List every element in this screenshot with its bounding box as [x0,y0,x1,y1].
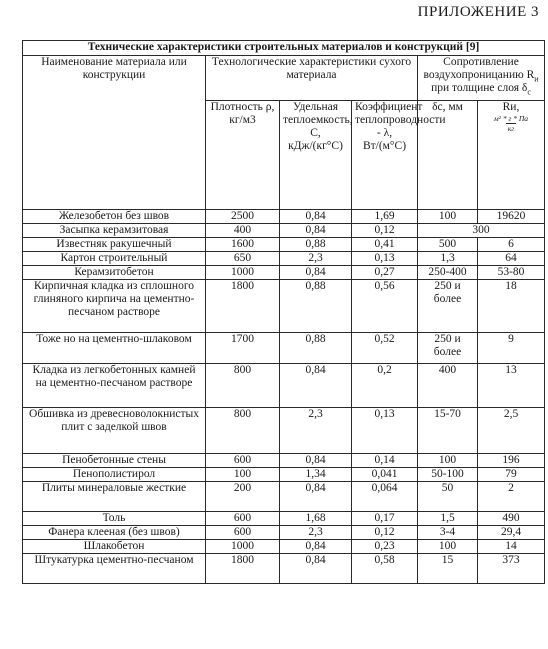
table-row [23,512,545,526]
table-row [23,280,545,333]
density-value: 600 [206,454,280,468]
thickness-value: 100 [418,540,478,554]
conductivity-value: 0,064 [352,482,418,512]
table-row [23,252,545,266]
density-value: 800 [206,408,280,454]
material-name: Фанера клееная (без швов) [23,526,206,540]
resistance-value: 9 [478,333,545,364]
vapor-merged-value: 300 [418,224,545,238]
thickness-value: 100 [418,210,478,224]
table-row [23,224,545,238]
thickness-value: 500 [418,238,478,252]
heat-capacity-value: 0,84 [280,540,352,554]
material-name: Шлакобетон [23,540,206,554]
resistance-value: 373 [478,554,545,584]
conductivity-value: 0,12 [352,224,418,238]
heat-capacity-value: 1,68 [280,512,352,526]
thickness-value: 250 и более [418,333,478,364]
density-value: 2500 [206,210,280,224]
conductivity-value: 0,13 [352,408,418,454]
material-name: Пенобетонные стены [23,454,206,468]
material-name: Кирпичная кладка из сплошного глиняного кирпича на цементно-песчаном растворе [23,280,206,333]
resistance-value: 79 [478,468,545,482]
heat-capacity-value: 2,3 [280,408,352,454]
resistance-value: 196 [478,454,545,468]
resistance-value: 490 [478,512,545,526]
conductivity-value: 0,52 [352,333,418,364]
thermal-group-header: Технологические характеристики сухого материала [206,56,418,101]
material-name: Засыпка керамзитовая [23,224,206,238]
heat-capacity-value: 0,84 [280,454,352,468]
resistance-value: 29,4 [478,526,545,540]
conductivity-value: 0,2 [352,364,418,408]
conductivity-value: 0,041 [352,468,418,482]
conductivity-value: 0,17 [352,512,418,526]
resistance-value: 2,5 [478,408,545,454]
material-name: Плиты минераловые жесткие [23,482,206,512]
density-value: 650 [206,252,280,266]
conductivity-value: 0,23 [352,540,418,554]
density-value: 1000 [206,540,280,554]
heat-capacity-header: Удельная теплоемкость, С, кДж/(кг°С) [280,101,352,210]
heat-capacity-value: 1,34 [280,468,352,482]
thickness-value: 15-70 [418,408,478,454]
table-row [23,210,545,224]
table-row [23,540,545,554]
materials-table [22,40,545,584]
density-value: 100 [206,468,280,482]
resistance-value: 6 [478,238,545,252]
table-row [23,526,545,540]
thickness-value: 50-100 [418,468,478,482]
resistance-value: 2 [478,482,545,512]
caption-row [23,41,545,56]
thickness-value: 400 [418,364,478,408]
thickness-value: 1,5 [418,512,478,526]
density-value: 1600 [206,238,280,252]
thickness-value: 1,3 [418,252,478,266]
density-value: 800 [206,364,280,408]
table-row [23,482,545,512]
heat-capacity-value: 2,3 [280,252,352,266]
resistance-value: 14 [478,540,545,554]
material-name: Картон строительный [23,252,206,266]
conductivity-value: 0,58 [352,554,418,584]
thickness-value: 50 [418,482,478,512]
heat-capacity-value: 0,84 [280,210,352,224]
table-row [23,333,545,364]
resistance-value: 13 [478,364,545,408]
thickness-value: 250 и более [418,280,478,333]
thickness-value: 100 [418,454,478,468]
material-name: Кладка из легкобетонных камней на цементно-песчаном растворе [23,364,206,408]
conductivity-value: 0,12 [352,526,418,540]
header-row-1 [23,56,545,101]
thickness-value: 250-400 [418,266,478,280]
table-row [23,554,545,584]
table-row [23,468,545,482]
heat-capacity-value: 0,88 [280,280,352,333]
material-name: Известняк ракушечный [23,238,206,252]
conductivity-value: 0,56 [352,280,418,333]
resistance-value: 64 [478,252,545,266]
conductivity-value: 0,41 [352,238,418,252]
resistance-value: 19620 [478,210,545,224]
table-row [23,364,545,408]
density-value: 1800 [206,554,280,584]
resistance-header: Rи, м² * г * Па кг [478,101,545,210]
heat-capacity-value: 0,88 [280,333,352,364]
conductivity-value: 0,13 [352,252,418,266]
table-row [23,266,545,280]
density-value: 600 [206,512,280,526]
conductivity-value: 0,14 [352,454,418,468]
material-name: Штукатурка цементно-песчаном [23,554,206,584]
heat-capacity-value: 0,84 [280,554,352,584]
name-column-header: Наименование материала или конструкции [23,56,206,210]
resistance-value: 53-80 [478,266,545,280]
table-row [23,454,545,468]
density-value: 1000 [206,266,280,280]
heat-capacity-value: 0,84 [280,364,352,408]
resistance-value: 18 [478,280,545,333]
material-name: Железобетон без швов [23,210,206,224]
conductivity-header: Коэффициент теплопроводности - λ, Вт/(м°С) [352,101,418,210]
material-name: Керамзитобетон [23,266,206,280]
density-header: Плотность ρ, кг/м3 [206,101,280,210]
thickness-header: δс, мм [418,101,478,210]
material-name: Пенополистирол [23,468,206,482]
vapor-group-header: Сопротивление воздухопроницанию $R_и$ при толщине слоя $\delta_с$ [418,56,545,101]
thickness-value: 15 [418,554,478,584]
heat-capacity-value: 0,84 [280,482,352,512]
table-row [23,408,545,454]
conductivity-value: 1,69 [352,210,418,224]
table-caption: Технические характеристики строительных материалов и конструкций [9] [23,41,545,56]
density-value: 400 [206,224,280,238]
density-value: 1700 [206,333,280,364]
material-name: Обшивка из древесноволокнистых плит с заделкой швов [23,408,206,454]
thickness-value: 3-4 [418,526,478,540]
table-row [23,238,545,252]
heat-capacity-value: 0,88 [280,238,352,252]
density-value: 1800 [206,280,280,333]
density-value: 600 [206,526,280,540]
material-name: Толь [23,512,206,526]
appendix-label: ПРИЛОЖЕНИЕ 3 [417,4,539,20]
heat-capacity-value: 0,84 [280,224,352,238]
heat-capacity-value: 2,3 [280,526,352,540]
heat-capacity-value: 0,84 [280,266,352,280]
conductivity-value: 0,27 [352,266,418,280]
material-name: Тоже но на цементно-шлаковом [23,333,206,364]
density-value: 200 [206,482,280,512]
